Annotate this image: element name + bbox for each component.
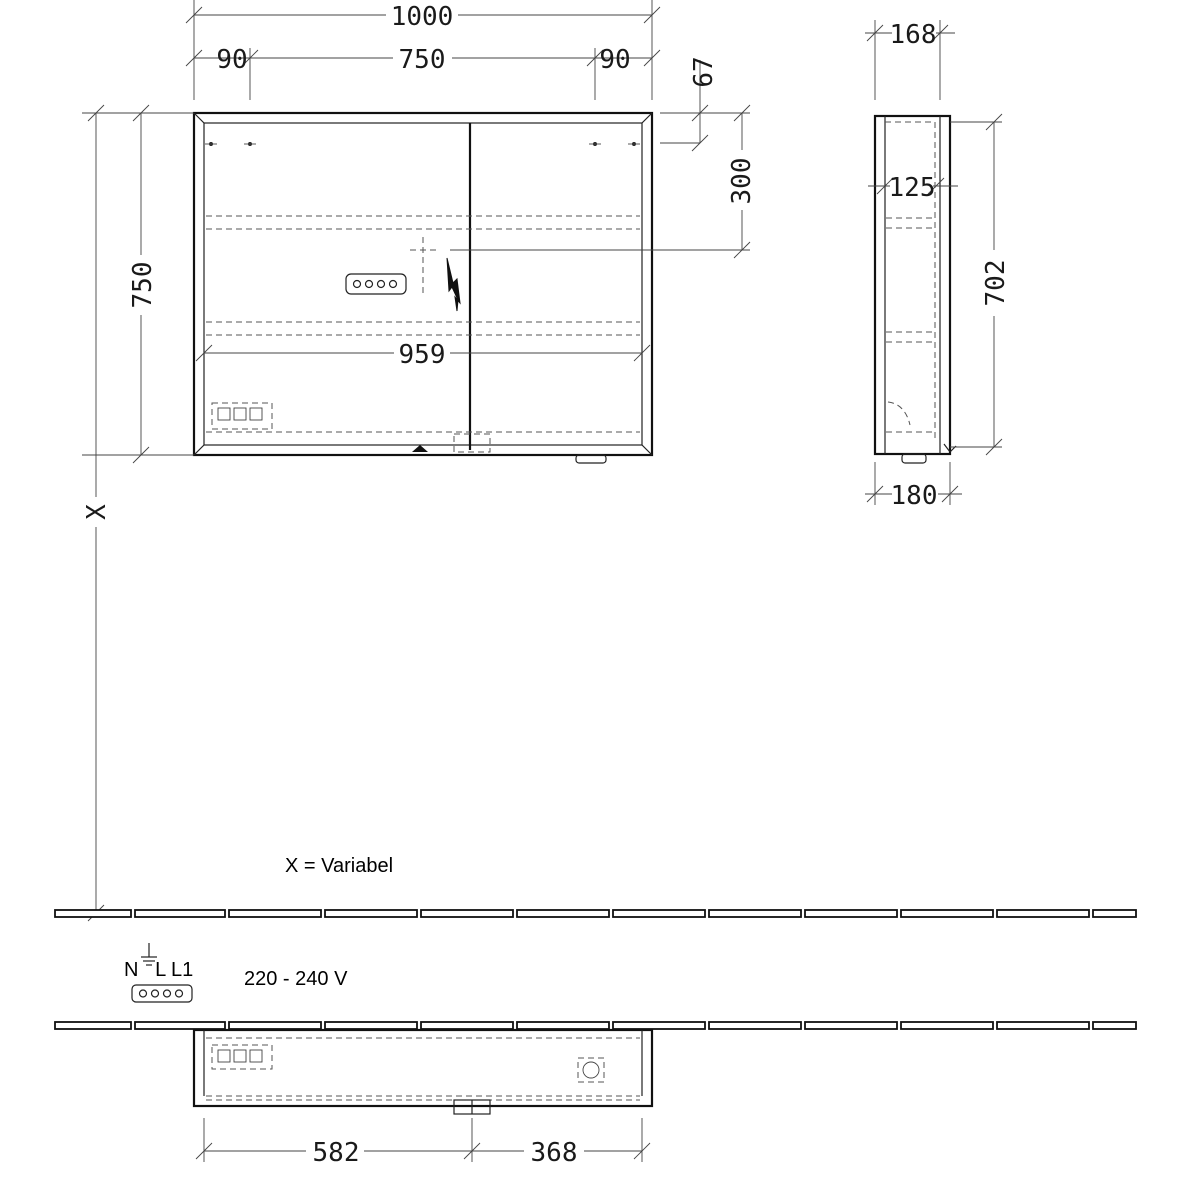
dim-right-part: 368: [530, 1138, 578, 1168]
dim-outlet-height: 300: [727, 157, 757, 205]
terminal-labels: N L L1: [124, 959, 194, 981]
variable-note: X = Variabel: [285, 855, 394, 877]
dim-mount-height: X: [82, 504, 112, 520]
dim-center-span: 750: [398, 45, 446, 75]
wall-upper: [55, 910, 1136, 917]
voltage-label: 220 - 240 V: [244, 968, 348, 990]
dim-side-margin-left: 90: [216, 45, 248, 75]
dim-side-margin-right: 90: [599, 45, 631, 75]
dim-top-offset: 67: [689, 56, 719, 88]
front-dimensions: [82, 0, 750, 921]
wall-lower: [55, 1022, 1136, 1029]
dim-inner-width: 959: [398, 340, 446, 370]
dim-shelf-depth: 125: [888, 173, 936, 203]
dim-overall-width: 1000: [390, 2, 454, 32]
hinge-marks: [205, 142, 640, 146]
side-view: [875, 116, 956, 463]
lightning-bolt-icon: [447, 258, 460, 311]
plan-view: [194, 1030, 652, 1114]
dim-left-part: 582: [312, 1138, 360, 1168]
front-view: [194, 113, 652, 463]
dim-overall-height: 750: [128, 261, 158, 309]
terminal-block-icon: [346, 274, 406, 294]
terminal-block-icon: [132, 985, 192, 1002]
dim-depth-bottom: 180: [890, 481, 938, 511]
plan-dimensions: [196, 1118, 650, 1162]
dim-inner-height: 702: [981, 259, 1011, 307]
dim-depth-top: 168: [889, 20, 937, 50]
